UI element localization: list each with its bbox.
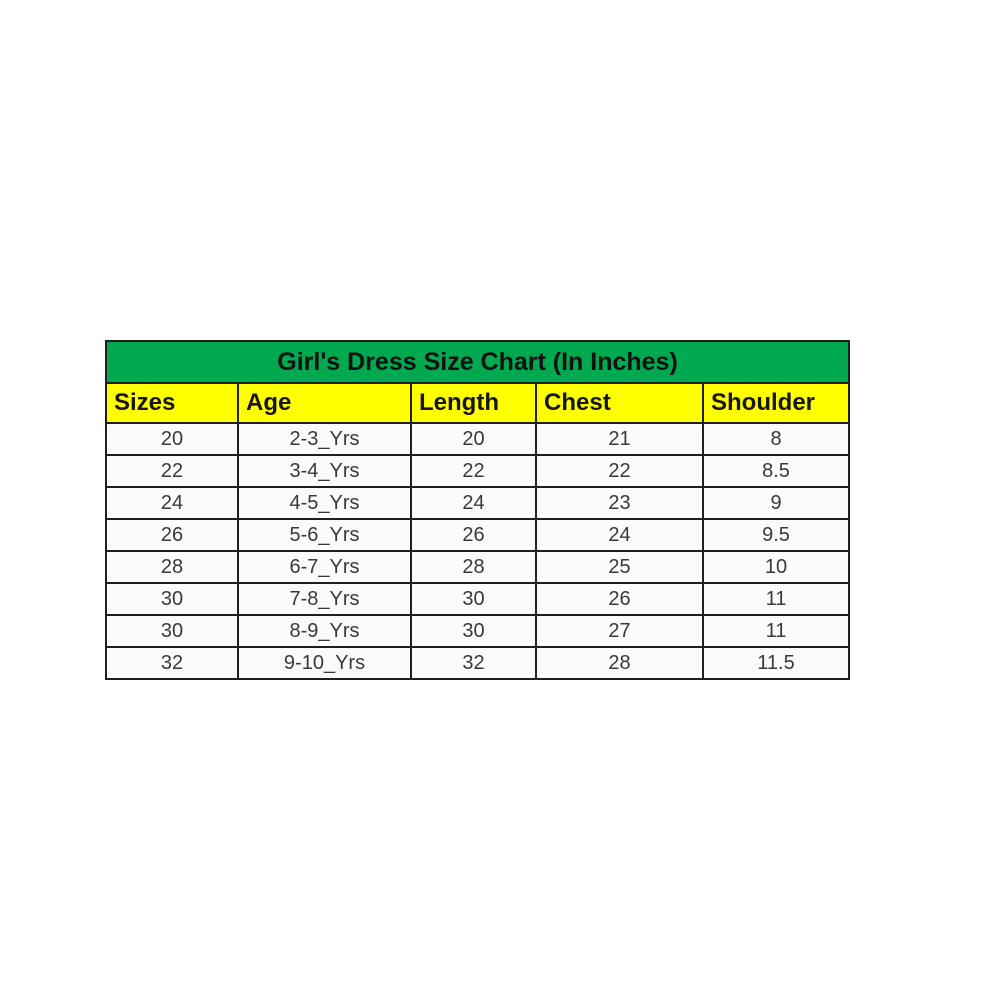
cell: 3-4_Yrs bbox=[238, 455, 411, 487]
cell: 23 bbox=[536, 487, 703, 519]
cell: 32 bbox=[106, 647, 238, 679]
cell: 20 bbox=[411, 423, 536, 455]
header-row bbox=[106, 383, 849, 423]
cell: 24 bbox=[106, 487, 238, 519]
cell: 5-6_Yrs bbox=[238, 519, 411, 551]
cell: 26 bbox=[411, 519, 536, 551]
column-header-length: Length bbox=[411, 383, 536, 423]
cell: 26 bbox=[536, 583, 703, 615]
column-header-chest: Chest bbox=[536, 383, 703, 423]
cell: 6-7_Yrs bbox=[238, 551, 411, 583]
cell: 10 bbox=[703, 551, 849, 583]
cell: 22 bbox=[536, 455, 703, 487]
table-row bbox=[106, 519, 849, 551]
table-row bbox=[106, 583, 849, 615]
cell: 21 bbox=[536, 423, 703, 455]
cell: 20 bbox=[106, 423, 238, 455]
cell: 22 bbox=[106, 455, 238, 487]
cell: 25 bbox=[536, 551, 703, 583]
table-row bbox=[106, 487, 849, 519]
cell: 9.5 bbox=[703, 519, 849, 551]
cell: 11 bbox=[703, 583, 849, 615]
cell: 27 bbox=[536, 615, 703, 647]
cell: 11 bbox=[703, 615, 849, 647]
column-header-age: Age bbox=[238, 383, 411, 423]
cell: 9 bbox=[703, 487, 849, 519]
table-row bbox=[106, 423, 849, 455]
cell: 28 bbox=[411, 551, 536, 583]
cell: 2-3_Yrs bbox=[238, 423, 411, 455]
cell: 30 bbox=[411, 583, 536, 615]
size-chart-table bbox=[105, 340, 850, 680]
table-body bbox=[106, 423, 849, 679]
cell: 11.5 bbox=[703, 647, 849, 679]
title-row bbox=[106, 341, 849, 383]
cell: 9-10_Yrs bbox=[238, 647, 411, 679]
cell: 8.5 bbox=[703, 455, 849, 487]
column-header-shoulder: Shoulder bbox=[703, 383, 849, 423]
cell: 28 bbox=[536, 647, 703, 679]
cell: 24 bbox=[536, 519, 703, 551]
cell: 30 bbox=[411, 615, 536, 647]
cell: 32 bbox=[411, 647, 536, 679]
cell: 8-9_Yrs bbox=[238, 615, 411, 647]
cell: 7-8_Yrs bbox=[238, 583, 411, 615]
cell: 22 bbox=[411, 455, 536, 487]
cell: 26 bbox=[106, 519, 238, 551]
cell: 30 bbox=[106, 615, 238, 647]
cell: 30 bbox=[106, 583, 238, 615]
table-row bbox=[106, 615, 849, 647]
table-row bbox=[106, 455, 849, 487]
cell: 24 bbox=[411, 487, 536, 519]
table-row bbox=[106, 551, 849, 583]
table-row bbox=[106, 647, 849, 679]
cell: 8 bbox=[703, 423, 849, 455]
chart-title: Girl's Dress Size Chart (In Inches) bbox=[106, 341, 849, 383]
column-header-sizes: Sizes bbox=[106, 383, 238, 423]
cell: 28 bbox=[106, 551, 238, 583]
cell: 4-5_Yrs bbox=[238, 487, 411, 519]
